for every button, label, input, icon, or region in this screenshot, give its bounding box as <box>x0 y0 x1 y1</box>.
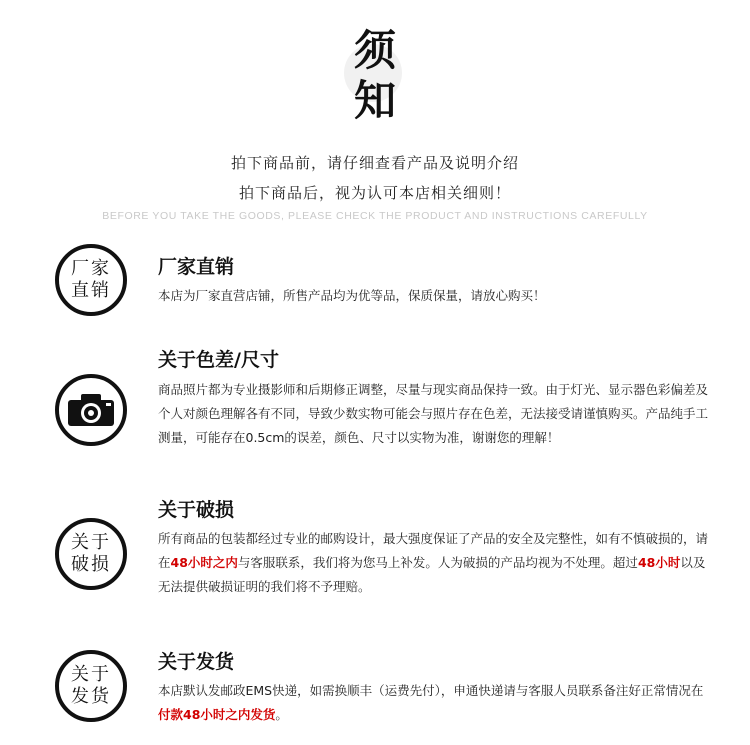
camera-badge <box>55 374 127 446</box>
header-char-1: 须 <box>354 26 397 75</box>
notice-header <box>0 0 750 230</box>
damage-text-b: 与客服联系，我们将为您马上补发。人为破损的产品均视为不处理。超过 <box>237 555 638 570</box>
shipping-text-b: 。 <box>275 707 288 722</box>
header-english-line: BEFORE YOU TAKE THE GOODS, PLEASE CHECK THE PRODUCT AND INSTRUCTIONS CAREFULLY <box>102 210 648 222</box>
shipping-text-a: 本店默认发邮政EMS快递，如需换顺丰（运费先付），申通快递请与客服人员联系备注好正常情况在 <box>158 683 704 698</box>
section-title-shipping: 关于发货 <box>158 651 235 673</box>
header-line-2: 拍下商品后，视为认可本店相关细则！ <box>238 184 511 202</box>
section-body-damage <box>158 527 708 599</box>
badge-line-1: 关于 <box>71 532 111 553</box>
section-title-factory: 厂家直销 <box>158 256 235 278</box>
factory-direct-badge <box>55 244 127 316</box>
damage-badge <box>55 518 127 590</box>
damage-text-c: 以及无法提供破损证明的我们将不予理赔。 <box>158 555 706 594</box>
badge-line-2: 发货 <box>71 686 111 707</box>
header-line-1: 拍下商品前，请仔细查看产品及说明介绍 <box>230 154 519 172</box>
badge-line-1: 厂家 <box>71 258 111 279</box>
shipping-badge <box>55 650 127 722</box>
damage-highlight-2: 48小时 <box>637 555 681 570</box>
damage-highlight-1: 48小时之内 <box>170 555 238 570</box>
header-char-2: 知 <box>354 76 397 125</box>
badge-line-2: 直销 <box>71 280 111 301</box>
shipping-highlight: 付款48小时之内发货 <box>158 707 276 722</box>
badge-line-1: 关于 <box>71 664 111 685</box>
section-body-shipping <box>158 679 708 727</box>
section-title-color: 关于色差/尺寸 <box>158 349 279 371</box>
camera-icon <box>66 392 116 428</box>
badge-line-2: 破损 <box>71 554 111 575</box>
section-title-damage: 关于破损 <box>158 499 235 521</box>
damage-text-a: 所有商品的包装都经过专业的邮购设计，最大强度保证了产品的安全及完整性，如有不慎破损的，请在 <box>158 531 709 570</box>
section-body-color: 商品照片都为专业摄影师和后期修正调整，尽量与现实商品保持一致。由于灯光、显示器色彩偏差及个人对颜色理解各有不同，导致少数实物可能会与照片存在色差，无法接受请谨慎购买。产品纯手工测量，可能存在0.5cm的误差，颜色、尺寸以实物为准，谢谢您的理解！ <box>158 382 709 445</box>
section-body-factory: 本店为厂家直营店铺，所售产品均为优等品，保质保量，请放心购买！ <box>158 288 546 303</box>
